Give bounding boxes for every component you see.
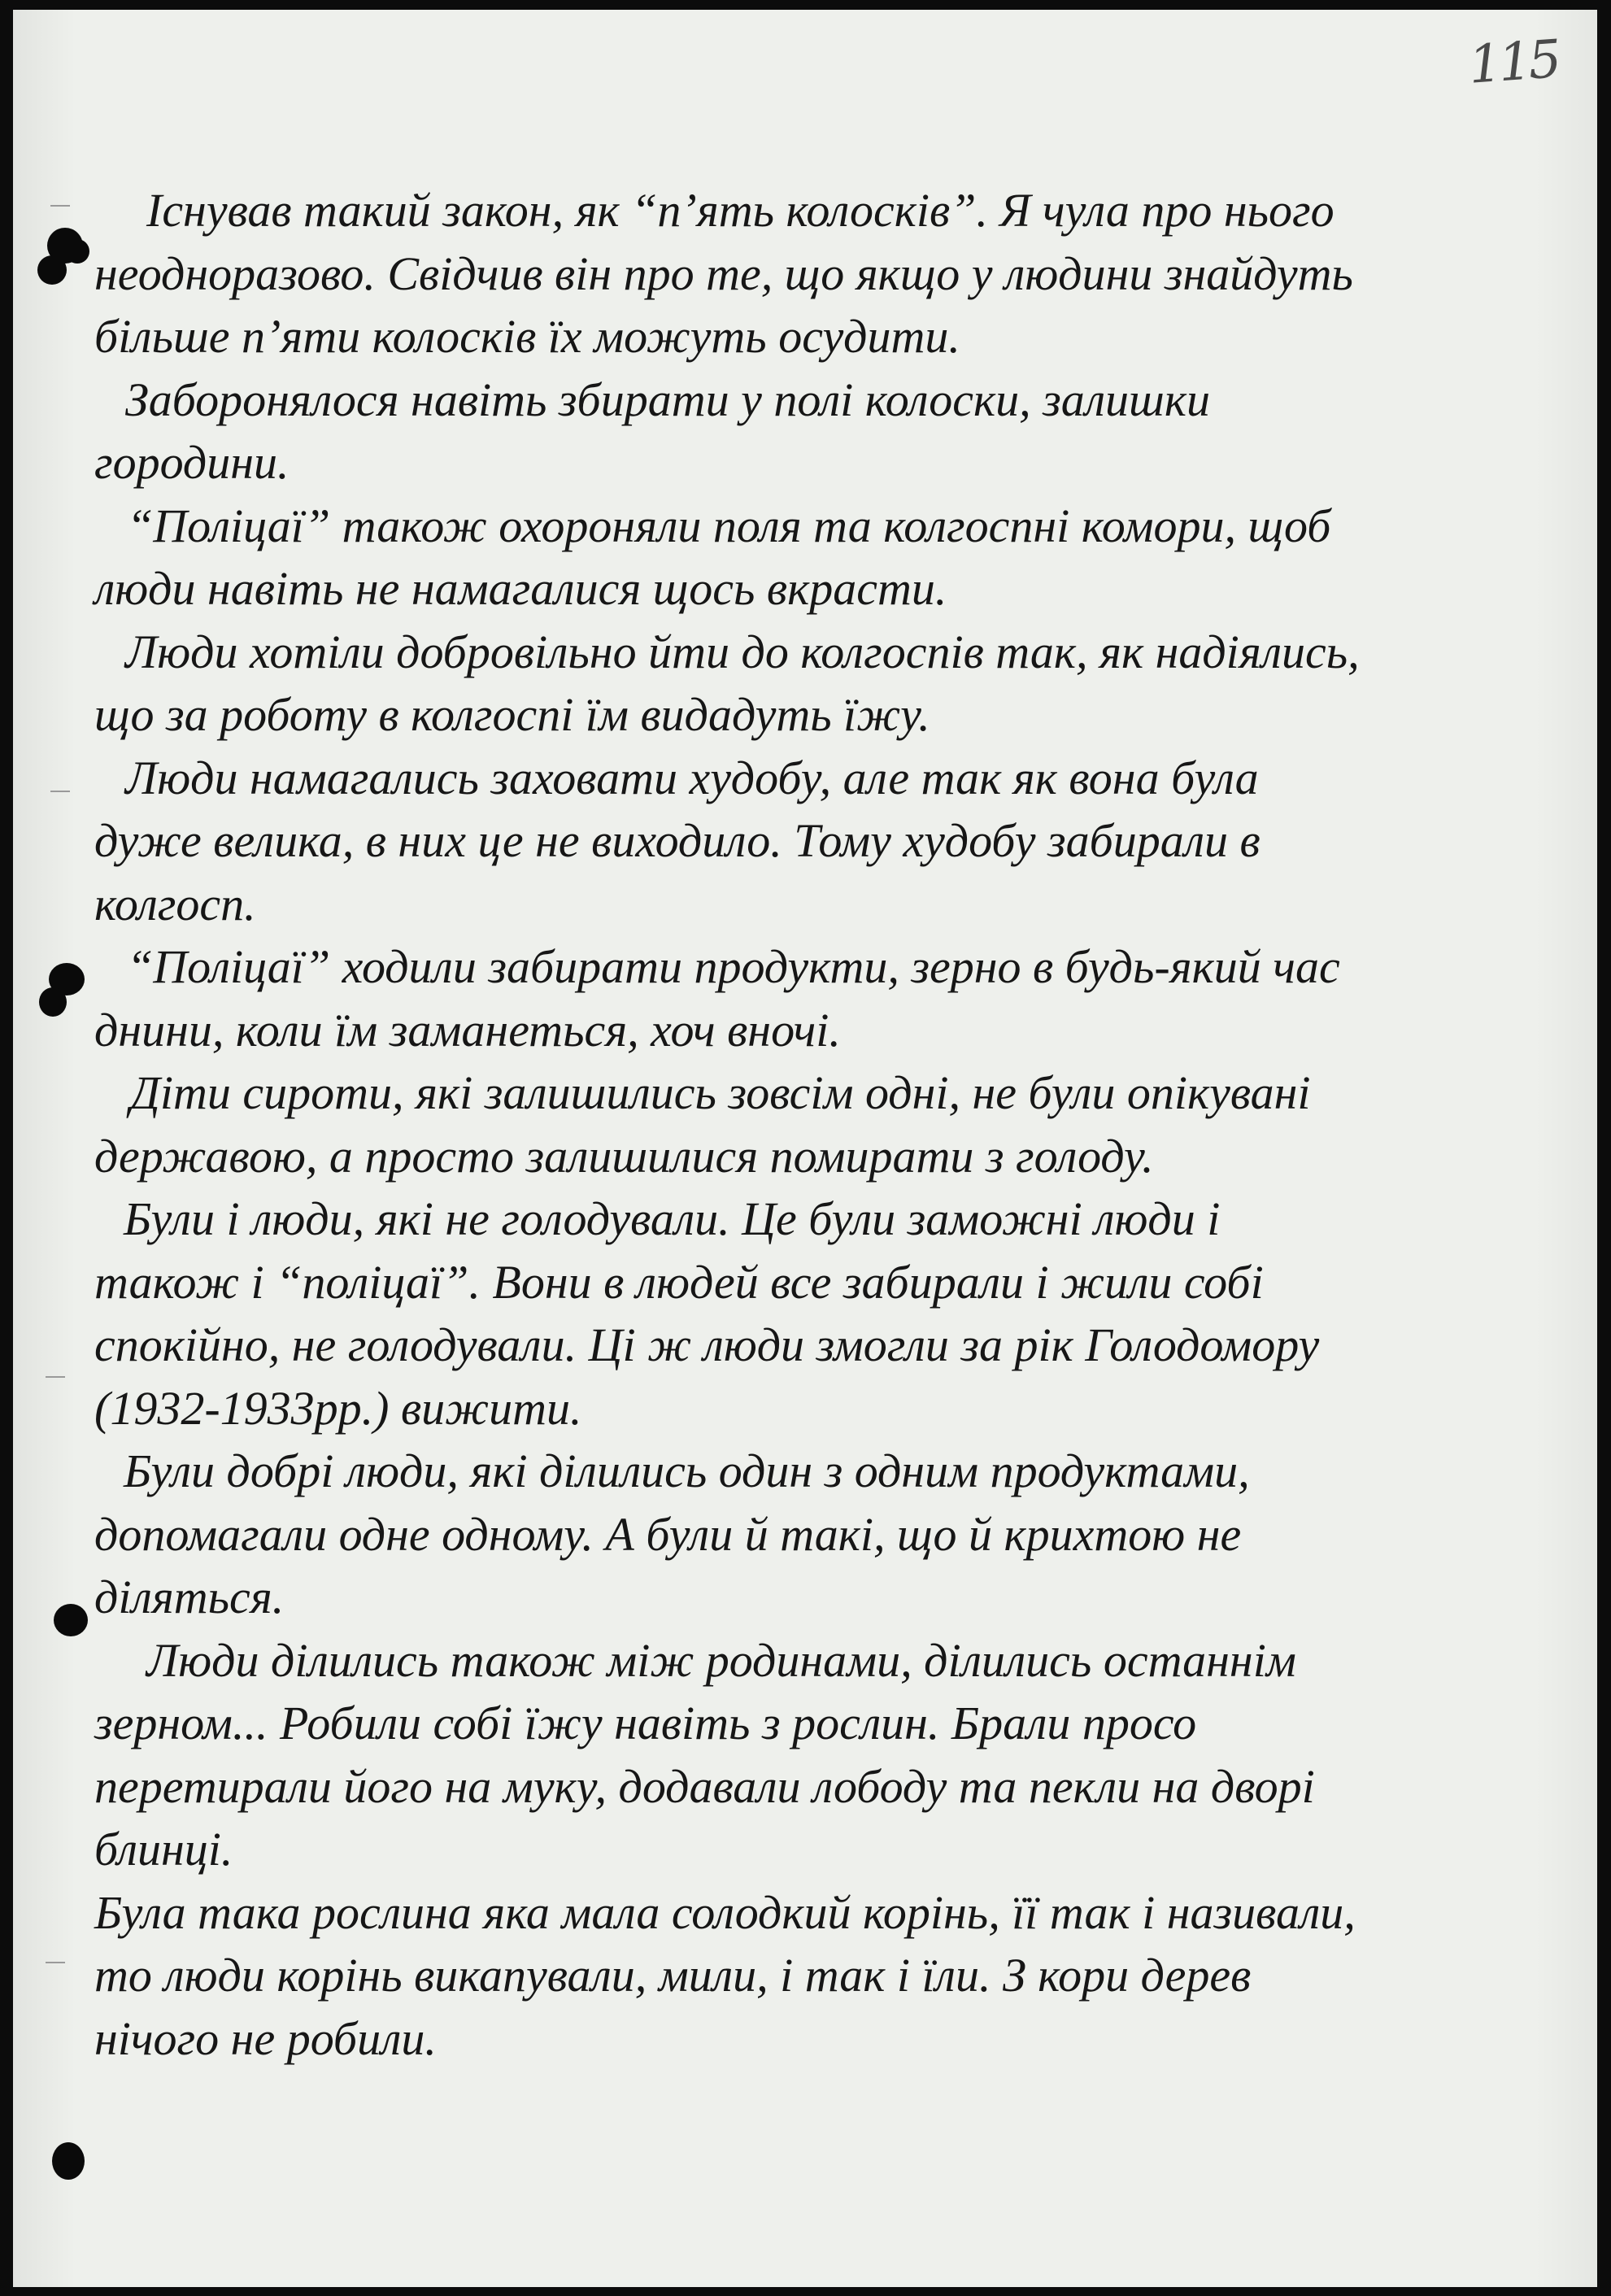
document-page [13,10,1597,2287]
punch-hole [39,987,67,1017]
text-line: днини, коли їм заманеться, хоч вночі. [94,1003,841,1057]
punch-hole [54,1604,88,1636]
text-line: державою, а просто залишилися помирати з голоду. [94,1129,1154,1183]
text-line: “Поліцаї” ходили забирати продукти, зерно в будь-який час [127,940,1340,993]
text-line: Діти сироти, які залишились зовсім одні, не були опікувані [130,1066,1311,1119]
text-line: що за роботу в колгоспі їм видадуть їжу. [94,688,930,741]
text-line: Були і люди, які не голодували. Це були заможні люди і [124,1192,1221,1245]
margin-tick [50,205,70,207]
margin-tick [46,1962,65,1963]
punch-hole [65,239,89,264]
text-line: люди навіть не намагалися щось вкрасти. [94,562,947,615]
text-line: діляться. [94,1571,285,1623]
text-line: Була така рослина яка мала солодкий корінь, її так і називали, [94,1885,1356,1939]
text-line: дуже велика, в них це не виходило. Тому худобу забирали в [94,814,1260,867]
text-line: Люди ділились також між родинами, ділились останнім [146,1633,1296,1687]
text-line: нічого не робили. [94,2011,437,2065]
text-line: то люди корінь викапували, мили, і так і їли. З кори дерев [94,1949,1252,2002]
margin-tick [46,1376,65,1378]
text-line: більше п’яти колосків їх можуть осудити. [94,310,960,363]
text-line: колгосп. [94,877,256,930]
text-line: Люди хотіли добровільно йти до колгоспів так, як надіялись, [125,625,1360,678]
text-line: Існував такий закон, як “п’ять колосків”. Я чула про нього [146,184,1335,237]
punch-hole [37,255,67,285]
page-number: 115 [1466,29,1561,96]
text-line: спокійно, не голодували. Ці ж люди змогли за рік Голодомору [94,1318,1320,1371]
text-line: Заборонялося навіть збирати у полі колоски, залишки [125,373,1210,426]
text-line: Були добрі люди, які ділились один з одним продуктами, [124,1444,1250,1497]
text-line: допомагали одне одному. А були й такі, що й крихтою не [94,1507,1242,1561]
text-line: (1932-1933рр.) вижити. [94,1381,582,1435]
document-body [94,179,1591,2070]
text-line: блинці. [94,1823,233,1876]
punch-hole [52,2142,85,2180]
text-line: Люди намагались заховати худобу, але так як вона була [125,751,1259,804]
text-line: зерном... Робили собі їжу навіть з рослин. Брали просо [94,1697,1197,1749]
text-line: городини. [94,436,290,489]
text-line: “Поліцаї” також охороняли поля та колгоспні комори, щоб [127,499,1331,552]
text-line: неодноразово. Свідчив він про те, що якщо у людини знайдуть [94,246,1353,300]
text-line: також і “поліцаї”. Вони в людей все забирали і жили собі [94,1255,1264,1309]
text-line: перетирали його на муку, додавали лободу та пекли на дворі [94,1759,1315,1813]
margin-tick [50,791,70,792]
